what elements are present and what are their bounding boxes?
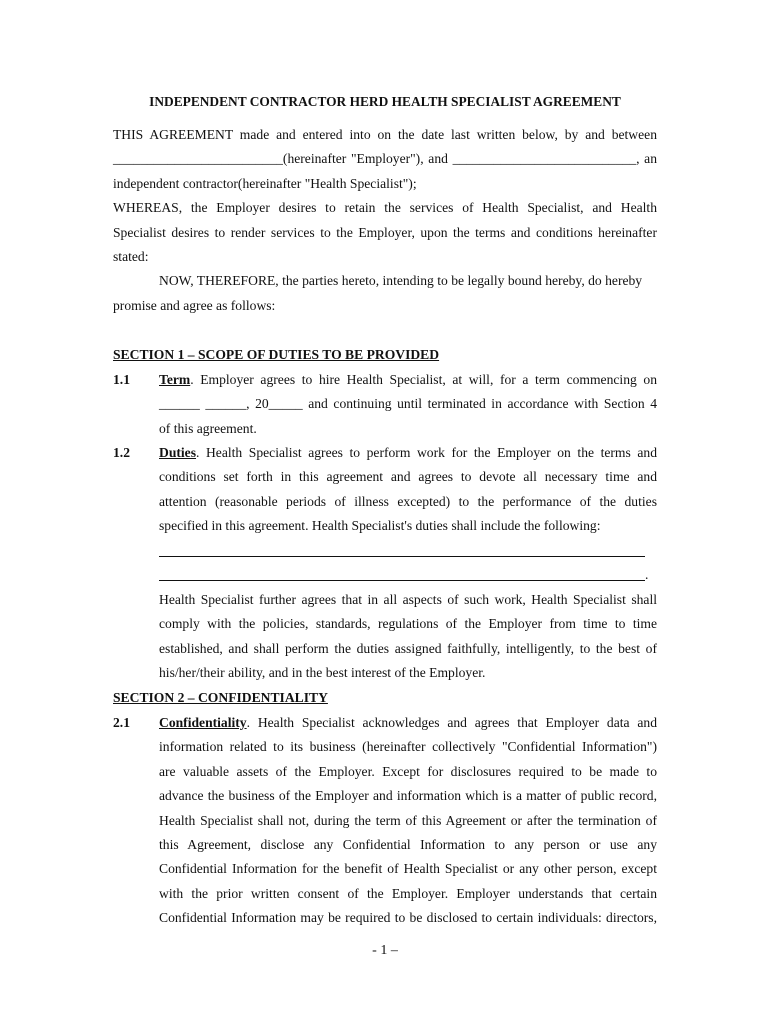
section-1-1-number: 1.1 <box>113 372 130 387</box>
section-1-2-further-paragraph <box>159 588 657 686</box>
confidentiality-line: with the prior written consent of the Employer. Employer understands that certain <box>159 885 657 901</box>
blank-line-period: . <box>645 567 649 582</box>
whereas-line: Specialist desires to render services to the Employer, upon the terms and conditions hereinafter <box>113 224 657 240</box>
confidentiality-line: this Agreement, disclose any Confidential Information to any person or use any <box>159 837 657 853</box>
section-1-2-body <box>159 441 657 539</box>
section-1-1-body <box>159 368 657 441</box>
now-therefore-line: NOW, THEREFORE, the parties hereto, intending to be legally bound hereby, do hereby <box>159 273 643 289</box>
term-line: ______ ______, 20_____ and continuing until terminated in accordance with Section 4 <box>159 396 657 412</box>
term-label: Term <box>159 372 191 387</box>
further-line: Health Specialist further agrees that in all aspects of such work, Health Specialist shall <box>159 592 657 607</box>
confidentiality-label: Confidentiality <box>159 715 247 730</box>
now-therefore-line: promise and agree as follows: <box>113 297 276 313</box>
intro-line: _________________________(hereinafter "Employer"), and ___________________________, an <box>113 151 657 167</box>
confidentiality-line: advance the business of the Employer and information which is a matter of public record, <box>159 788 657 804</box>
duties-blank-line[interactable] <box>159 556 645 557</box>
duties-line: specified in this agreement. Health Specialist's duties shall include the following: <box>159 518 601 534</box>
term-text: . Employer agrees to hire Health Specialist, at will, for a term commencing on <box>190 372 657 387</box>
duties-blank-line[interactable] <box>159 580 645 581</box>
duties-line: attention (reasonable periods of illness excepted) to the performance of the duties <box>159 493 657 509</box>
confidentiality-line: are valuable assets of the Employer. Except for disclosures required to be made to <box>159 763 657 779</box>
confidentiality-line: Confidential Information for the benefit of Health Specialist or any other person, except <box>159 861 657 877</box>
duties-text: . Health Specialist agrees to perform work for the Employer on the terms and <box>196 445 657 460</box>
whereas-line: WHEREAS, the Employer desires to retain the services of Health Specialist, and Health <box>113 200 657 216</box>
confidentiality-line: Health Specialist shall not, during the term of this Agreement or after the termination of <box>159 812 657 828</box>
confidentiality-line: information related to its business (hereinafter collectively "Confidential Information") <box>159 739 657 755</box>
term-line: of this agreement. <box>159 420 257 436</box>
intro-line: independent contractor(hereinafter "Health Specialist"); <box>113 175 417 191</box>
page-number: - 1 – <box>372 943 398 958</box>
intro-paragraph <box>113 123 657 318</box>
section-2-1-number: 2.1 <box>113 715 130 730</box>
section-1-2-number: 1.2 <box>113 445 130 460</box>
section-2-heading: SECTION 2 – CONFIDENTIALITY <box>113 690 328 705</box>
further-line: his/her/their ability, and in the best interest of the Employer. <box>159 665 486 681</box>
further-line: established, and shall perform the duties assigned faithfully, intelligently, to the best of <box>159 640 657 656</box>
section-2-1-body <box>159 711 657 931</box>
whereas-line: stated: <box>113 249 149 265</box>
document-title: INDEPENDENT CONTRACTOR HERD HEALTH SPECIALIST AGREEMENT <box>149 94 621 109</box>
confidentiality-text: . Health Specialist acknowledges and agrees that Employer data and <box>246 715 657 730</box>
duties-line: conditions set forth in this agreement and agrees to devote all necessary time and <box>159 469 657 485</box>
further-line: comply with the policies, standards, regulations of the Employer from time to time <box>159 616 657 632</box>
confidentiality-line: Confidential Information may be required to be disclosed to certain individuals: directors, <box>159 910 657 926</box>
section-1-heading: SECTION 1 – SCOPE OF DUTIES TO BE PROVIDED <box>113 347 440 362</box>
intro-line: THIS AGREEMENT made and entered into on the date last written below, by and between <box>113 127 657 142</box>
duties-label: Duties <box>159 445 197 460</box>
